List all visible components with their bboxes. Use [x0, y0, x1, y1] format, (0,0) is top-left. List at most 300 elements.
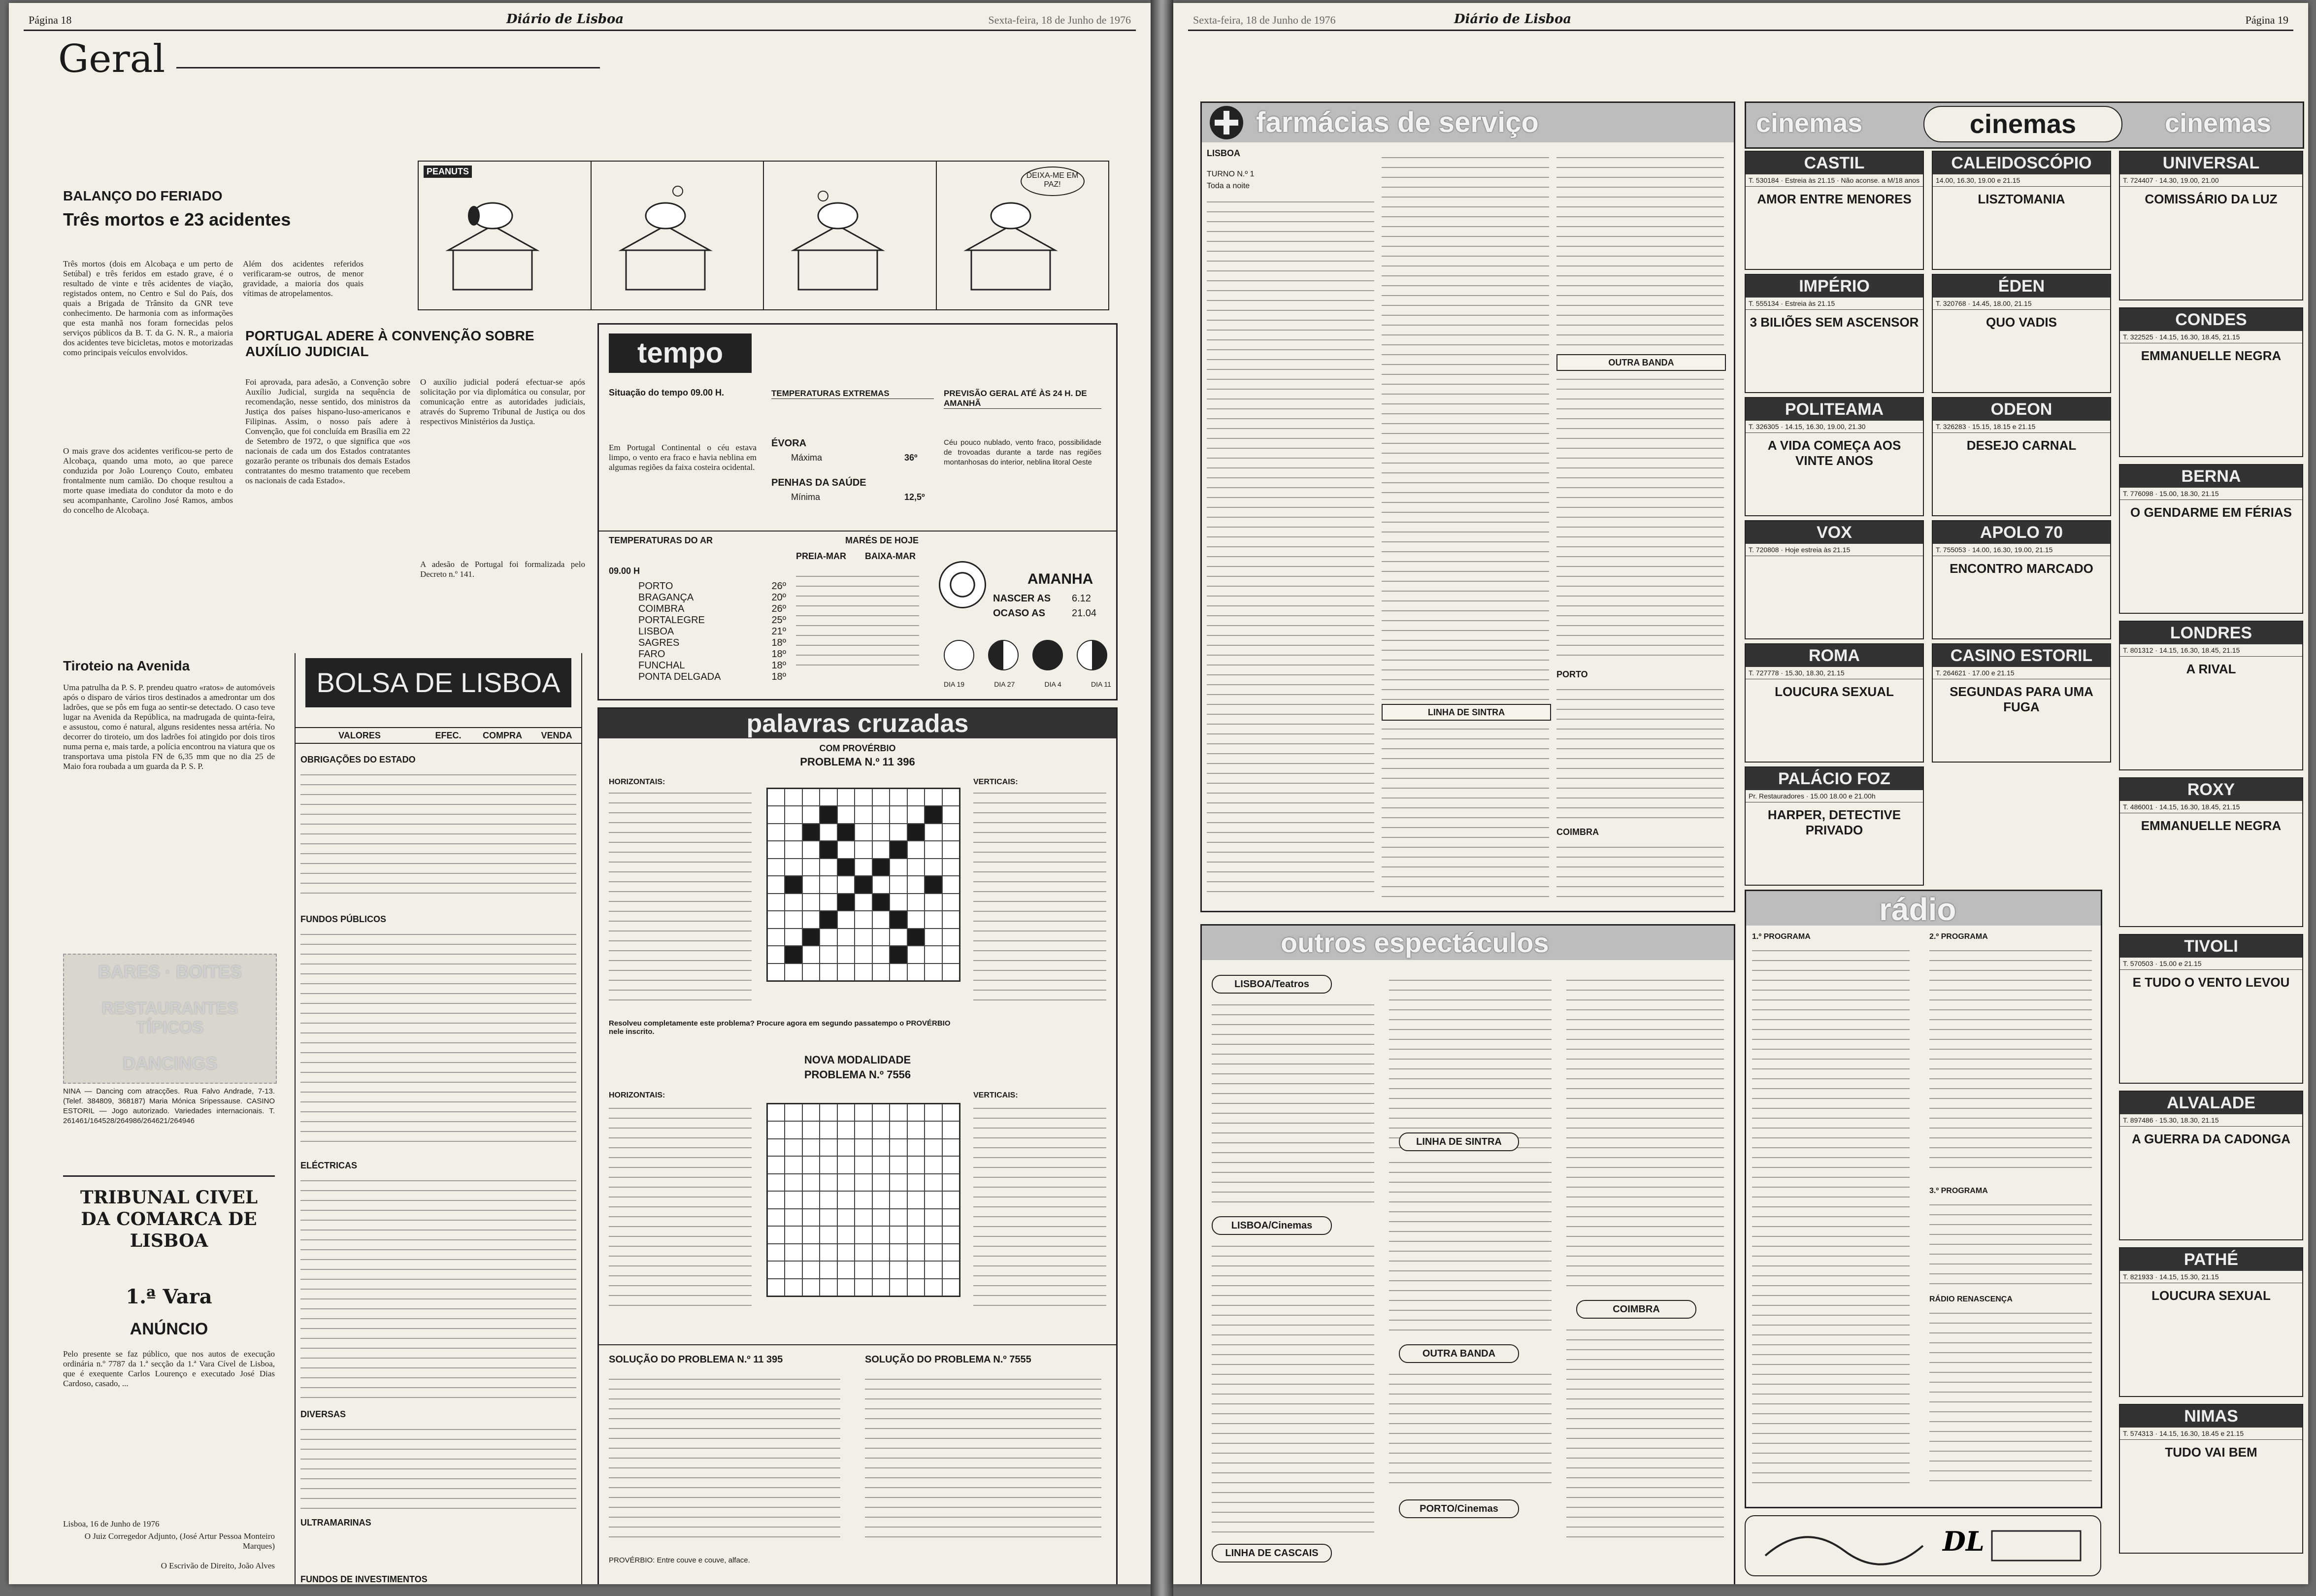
crossword-cell[interactable] [802, 806, 820, 823]
cinema-name: TIVOLI [2120, 935, 2302, 958]
crossword-cell[interactable] [837, 806, 855, 823]
crossword-cell[interactable] [767, 929, 785, 946]
crossword-cell[interactable] [855, 964, 872, 981]
crossword-cell[interactable] [785, 1226, 802, 1243]
crossword-cell[interactable] [767, 1261, 785, 1278]
crossword-cell[interactable] [837, 1261, 855, 1278]
crossword-cell[interactable] [820, 859, 837, 876]
city-name: PONTA DELGADA [638, 671, 721, 682]
crossword-cell[interactable] [942, 894, 959, 911]
crossword-cell[interactable] [785, 964, 802, 981]
crossword-cell[interactable] [872, 789, 890, 806]
crossword-cell[interactable] [907, 789, 925, 806]
crossword-cell[interactable] [890, 1209, 907, 1226]
crossword-cell[interactable] [907, 894, 925, 911]
crossword-cell[interactable] [767, 1226, 785, 1243]
crossword-cell[interactable] [907, 946, 925, 963]
crossword-cell[interactable] [907, 1209, 925, 1226]
crossword-cell[interactable] [820, 946, 837, 963]
crossword-cell[interactable] [802, 946, 820, 963]
crossword-cell[interactable] [855, 1104, 872, 1121]
crossword-cell[interactable] [785, 824, 802, 841]
crossword-cell[interactable] [785, 894, 802, 911]
crossword-cell[interactable] [820, 1261, 837, 1278]
crossword-cell[interactable] [785, 1191, 802, 1208]
crossword-cell[interactable] [767, 894, 785, 911]
crossword-cell[interactable] [802, 1121, 820, 1138]
crossword-cell[interactable] [837, 859, 855, 876]
crossword-cell[interactable] [802, 859, 820, 876]
crossword-cell[interactable] [837, 876, 855, 893]
crossword-cell[interactable] [942, 1121, 959, 1138]
crossword-cell[interactable] [785, 911, 802, 928]
crossword-cell[interactable] [802, 841, 820, 858]
bolsa-box [295, 653, 582, 1584]
verticais-clues-2 [973, 1103, 1106, 1310]
crossword-cell[interactable] [942, 1261, 959, 1278]
crossword-cell[interactable] [767, 1174, 785, 1191]
crossword-cell[interactable] [820, 789, 837, 806]
crossword-cell[interactable] [872, 1174, 890, 1191]
crossword-cell[interactable] [890, 1191, 907, 1208]
crossword-cell[interactable] [837, 1279, 855, 1296]
crossword-cell[interactable] [907, 841, 925, 858]
crossword-cell[interactable] [837, 1226, 855, 1243]
crossword-cell[interactable] [872, 1226, 890, 1243]
crossword-cell[interactable] [925, 1279, 942, 1296]
crossword-cell[interactable] [837, 1121, 855, 1138]
crossword-cell[interactable] [942, 841, 959, 858]
crossword-cell[interactable] [802, 1279, 820, 1296]
crossword-cell[interactable] [942, 1244, 959, 1261]
bolsa-rows [300, 769, 576, 902]
crossword-cell[interactable] [942, 1209, 959, 1226]
crossword-cell[interactable] [942, 911, 959, 928]
crossword-cell[interactable] [802, 964, 820, 981]
crossword-cell[interactable] [942, 1279, 959, 1296]
crossword-cell[interactable] [925, 841, 942, 858]
crossword-cell[interactable] [785, 806, 802, 823]
moon-day: DIA 19 [944, 680, 965, 688]
radio-box [1745, 890, 2102, 1508]
crossword-cell[interactable] [802, 1244, 820, 1261]
tempo-maxima-val: 36º [904, 453, 918, 463]
crossword-cell[interactable] [942, 806, 959, 823]
crossword-cell[interactable] [837, 1156, 855, 1173]
crossword-cell[interactable] [907, 1279, 925, 1296]
crossword-cell[interactable] [820, 929, 837, 946]
crossword-cell[interactable] [890, 1244, 907, 1261]
cinema-name: CASTIL [1746, 152, 1923, 174]
tempo-evora: ÉVORA [771, 438, 807, 449]
crossword-cell[interactable] [767, 789, 785, 806]
crossword-cell[interactable] [837, 1244, 855, 1261]
crossword-cell[interactable] [802, 1104, 820, 1121]
crossword-cell[interactable] [942, 1191, 959, 1208]
film-title: A VIDA COMEÇA AOS VINTE ANOS [1767, 438, 1901, 468]
crossword-cell[interactable] [837, 929, 855, 946]
crossword-grid-1[interactable] [766, 788, 960, 982]
outros-linha-sintra: LINHA DE SINTRA [1399, 1132, 1519, 1151]
crossword-cell[interactable] [785, 929, 802, 946]
crossword-cell[interactable] [890, 806, 907, 823]
crossword-grid-2[interactable] [766, 1103, 960, 1297]
crossword-cell[interactable] [942, 789, 959, 806]
cinema-info: T. 776098 · 15.00, 18.30, 21.15 [2120, 488, 2302, 500]
crossword-cell[interactable] [820, 1121, 837, 1138]
crossword-cell[interactable] [872, 1261, 890, 1278]
crossword-cell[interactable] [907, 1191, 925, 1208]
crossword-cell[interactable] [855, 1191, 872, 1208]
crossword-cell[interactable] [855, 789, 872, 806]
crossword-cell[interactable] [767, 1121, 785, 1138]
crossword-cell[interactable] [837, 789, 855, 806]
crossword-cell[interactable] [767, 859, 785, 876]
crossword-cell[interactable] [890, 929, 907, 946]
crossword-cell[interactable] [837, 1139, 855, 1156]
crossword-cell[interactable] [802, 929, 820, 946]
crossword-cell[interactable] [767, 1191, 785, 1208]
crossword-cell[interactable] [785, 1121, 802, 1138]
crossword-cell[interactable] [890, 1139, 907, 1156]
crossword-cell[interactable] [820, 1139, 837, 1156]
crossword-cell[interactable] [907, 1104, 925, 1121]
crossword-cell[interactable] [820, 964, 837, 981]
crossword-cell[interactable] [925, 1104, 942, 1121]
crossword-cell[interactable] [785, 1209, 802, 1226]
crossword-cell[interactable] [872, 1156, 890, 1173]
crossword-cell[interactable] [820, 1191, 837, 1208]
crossword-cell[interactable] [925, 859, 942, 876]
crossword-cell[interactable] [785, 1156, 802, 1173]
crossword-cell[interactable] [767, 1156, 785, 1173]
crossword-cell[interactable] [820, 841, 837, 858]
crossword-cell[interactable] [785, 859, 802, 876]
crossword-cell[interactable] [925, 1174, 942, 1191]
crossword-cell[interactable] [925, 1244, 942, 1261]
farmacias-col-1 [1207, 197, 1374, 901]
crossword-cell[interactable] [855, 1174, 872, 1191]
crossword-cell[interactable] [925, 876, 942, 893]
crossword-cell[interactable] [925, 1121, 942, 1138]
crossword-cell[interactable] [942, 929, 959, 946]
crossword-cell[interactable] [890, 1279, 907, 1296]
crossword-cell[interactable] [855, 806, 872, 823]
crossword-cell[interactable] [802, 1191, 820, 1208]
crossword-cell[interactable] [767, 1209, 785, 1226]
cinema-info: T. 530184 · Estreia às 21.15 · Não aconse. a M/18 anos [1746, 174, 1923, 187]
crossword-cell[interactable] [820, 1104, 837, 1121]
crossword-cell[interactable] [785, 841, 802, 858]
crossword-cell[interactable] [872, 1121, 890, 1138]
crossword-cell[interactable] [767, 1279, 785, 1296]
crossword-cell[interactable] [785, 876, 802, 893]
crossword-cell[interactable] [837, 1104, 855, 1121]
radio-title: rádio [1879, 892, 1956, 927]
crossword-cell[interactable] [872, 876, 890, 893]
crossword-cell[interactable] [872, 911, 890, 928]
snoopy-drawing-3 [764, 162, 931, 304]
crossword-cell[interactable] [785, 1279, 802, 1296]
city-row [638, 649, 786, 660]
crossword-cell[interactable] [855, 859, 872, 876]
crossword-cell[interactable] [872, 824, 890, 841]
crossword-cell[interactable] [820, 806, 837, 823]
crossword-cell[interactable] [767, 1244, 785, 1261]
tribunal-box [63, 1175, 275, 1584]
crossword-cell[interactable] [925, 1156, 942, 1173]
crossword-cell[interactable] [907, 859, 925, 876]
comic-panel-1 [419, 162, 592, 309]
city-name: LISBOA [638, 626, 674, 637]
crossword-cell[interactable] [855, 1261, 872, 1278]
crossword-cell[interactable] [785, 946, 802, 963]
crossword-cell[interactable] [855, 1209, 872, 1226]
crossword-cell[interactable] [872, 1244, 890, 1261]
crossword-cell[interactable] [872, 929, 890, 946]
film-title: A GUERRA DA CADONGA [2131, 1131, 2291, 1146]
crossword-cell[interactable] [872, 1139, 890, 1156]
crossword-cell[interactable] [925, 964, 942, 981]
crossword-cell[interactable] [802, 1209, 820, 1226]
crossword-cell[interactable] [925, 1209, 942, 1226]
cinema-listing [1745, 643, 1924, 763]
crossword-cell[interactable] [802, 1156, 820, 1173]
crossword-cell[interactable] [872, 841, 890, 858]
crossword-cell[interactable] [942, 964, 959, 981]
crossword-cell[interactable] [872, 1191, 890, 1208]
crossword-cell[interactable] [890, 1104, 907, 1121]
crossword-cell[interactable] [872, 859, 890, 876]
crossword-cell[interactable] [837, 911, 855, 928]
crossword-cell[interactable] [942, 1156, 959, 1173]
city-temp: 26º [771, 603, 786, 614]
film-title [1746, 556, 1923, 563]
crossword-cell[interactable] [890, 876, 907, 893]
cinema-name: ROMA [1746, 644, 1923, 667]
outros-lisboa-teatros: LISBOA/Teatros [1212, 975, 1332, 994]
crossword-cell[interactable] [890, 894, 907, 911]
film-title: E TUDO O VENTO LEVOU [2132, 975, 2290, 990]
crossword-cell[interactable] [820, 1174, 837, 1191]
crossword-cell[interactable] [907, 1226, 925, 1243]
crossword-cell[interactable] [855, 929, 872, 946]
crossword-cell[interactable] [820, 1279, 837, 1296]
bolsa-title: BOLSA DE LISBOA [305, 658, 571, 707]
moon-phase-icon [944, 640, 974, 670]
crossword-cell[interactable] [942, 1226, 959, 1243]
crossword-cell[interactable] [802, 1174, 820, 1191]
crossword-cell[interactable] [907, 1121, 925, 1138]
crossword-cell[interactable] [802, 1139, 820, 1156]
crossword-cell[interactable] [820, 894, 837, 911]
crossword-cell[interactable] [872, 806, 890, 823]
crossword-cell[interactable] [785, 1261, 802, 1278]
crossword-cell[interactable] [820, 911, 837, 928]
crossword-cell[interactable] [855, 824, 872, 841]
crossword-cell[interactable] [855, 1244, 872, 1261]
crossword-cell[interactable] [785, 1104, 802, 1121]
crossword-cell[interactable] [802, 894, 820, 911]
crossword-cell[interactable] [925, 911, 942, 928]
crossword-cell[interactable] [855, 1279, 872, 1296]
crossword-cell[interactable] [925, 1261, 942, 1278]
cinema-info: T. 326283 · 15.15, 18.15 e 21.15 [1933, 421, 2110, 433]
crossword-cell[interactable] [907, 1156, 925, 1173]
crossword-cell[interactable] [942, 1174, 959, 1191]
crossword-cell[interactable] [837, 964, 855, 981]
crossword-cell[interactable] [942, 876, 959, 893]
crossword-cell[interactable] [942, 859, 959, 876]
crossword-cell[interactable] [942, 946, 959, 963]
crossword-cell[interactable] [837, 1174, 855, 1191]
outros-title: outros espectáculos [1281, 927, 1549, 958]
crossword-cell[interactable] [820, 1156, 837, 1173]
film-title: LOUCURA SEXUAL [1775, 684, 1894, 699]
crossword-cell[interactable] [890, 824, 907, 841]
crossword-cell[interactable] [820, 824, 837, 841]
farmacias-col-3b [1556, 374, 1724, 660]
crossword-cell[interactable] [767, 841, 785, 858]
crossword-cell[interactable] [907, 806, 925, 823]
radio-programa-1: 1.º PROGRAMA [1752, 932, 1811, 941]
crossword-cell[interactable] [855, 1139, 872, 1156]
crossword-cell[interactable] [767, 911, 785, 928]
crossword-cell[interactable] [907, 929, 925, 946]
crossword-cell[interactable] [767, 964, 785, 981]
crossword-cell[interactable] [890, 1156, 907, 1173]
cinema-name: ODEON [1933, 398, 2110, 421]
crossword-cell[interactable] [925, 946, 942, 963]
outros-cinemas-list [1212, 1241, 1374, 1536]
crossword-cell[interactable] [907, 964, 925, 981]
crossword-cell[interactable] [907, 1261, 925, 1278]
crossword-cell[interactable] [785, 1139, 802, 1156]
crossword-cell[interactable] [890, 789, 907, 806]
crossword-cell[interactable] [820, 876, 837, 893]
cinema-info: T. 570503 · 15.00 e 21.15 [2120, 958, 2302, 970]
crossword-cell[interactable] [890, 859, 907, 876]
city-name: PORTALEGRE [638, 615, 705, 626]
crossword-cell[interactable] [872, 1104, 890, 1121]
crossword-cell[interactable] [837, 894, 855, 911]
crossword-cell[interactable] [855, 911, 872, 928]
crossword-cell[interactable] [925, 789, 942, 806]
crossword-cell[interactable] [855, 841, 872, 858]
crossword-cell[interactable] [837, 1209, 855, 1226]
crossword-cell[interactable] [802, 1226, 820, 1243]
crossword-cell[interactable] [802, 876, 820, 893]
cinema-listing [1745, 274, 1924, 393]
crossword-cell[interactable] [907, 1244, 925, 1261]
crossword-cell[interactable] [890, 1226, 907, 1243]
crossword-cell[interactable] [802, 1261, 820, 1278]
crossword-cell[interactable] [872, 964, 890, 981]
crossword-cell[interactable] [767, 1104, 785, 1121]
crossword-cell[interactable] [802, 911, 820, 928]
crossword-cell[interactable] [820, 1244, 837, 1261]
crossword-cell[interactable] [855, 946, 872, 963]
cinema-name: ROXY [2120, 778, 2302, 801]
tempo-situacao-label: Situação do tempo 09.00 H. [609, 388, 725, 398]
crossword-cell[interactable] [890, 964, 907, 981]
crossword-cell[interactable] [872, 1279, 890, 1296]
crossword-cell[interactable] [767, 876, 785, 893]
crossword-cell[interactable] [872, 946, 890, 963]
crossword-cell[interactable] [855, 1121, 872, 1138]
cinema-name: CASINO ESTORIL [1933, 644, 2110, 667]
crossword-cell[interactable] [855, 1156, 872, 1173]
tribunal-vara: 1.ª Vara [126, 1285, 212, 1308]
crossword-cell[interactable] [767, 806, 785, 823]
crossword-cell[interactable] [925, 929, 942, 946]
nova-modalidade: NOVA MODALIDADE [804, 1054, 911, 1066]
crossword-cell[interactable] [785, 1244, 802, 1261]
cinema-info: T. 897486 · 15.30, 18.30, 21.15 [2120, 1114, 2302, 1127]
crossword-cell[interactable] [925, 1226, 942, 1243]
crossword-cell[interactable] [855, 894, 872, 911]
crossword-cell[interactable] [785, 789, 802, 806]
cinema-listing [2119, 934, 2303, 1084]
crossword-cell[interactable] [925, 1139, 942, 1156]
crossword-cell[interactable] [942, 824, 959, 841]
crossword-cell[interactable] [890, 911, 907, 928]
outros-teatros-list [1212, 999, 1374, 1206]
crossword-cell[interactable] [907, 824, 925, 841]
crossword-cell[interactable] [925, 824, 942, 841]
crossword-cell[interactable] [890, 946, 907, 963]
crossword-cell[interactable] [907, 911, 925, 928]
crossword-cell[interactable] [785, 1174, 802, 1191]
crossword-cell[interactable] [890, 1261, 907, 1278]
horizontais-clues-2 [609, 1103, 752, 1310]
tribunal-escrivao: O Escrivão de Direito, João Alves [161, 1561, 275, 1570]
crossword-cell[interactable] [890, 841, 907, 858]
crossword-cell[interactable] [837, 824, 855, 841]
crossword-cell[interactable] [855, 876, 872, 893]
crossword-cell[interactable] [925, 894, 942, 911]
crossword-cell[interactable] [907, 1174, 925, 1191]
dl-logo-icon [1746, 1516, 2098, 1573]
crossword-cell[interactable] [855, 1226, 872, 1243]
crossword-cell[interactable] [820, 1226, 837, 1243]
cinema-listing [2119, 1247, 2303, 1397]
crossword-cell[interactable] [767, 946, 785, 963]
crossword-cell[interactable] [925, 806, 942, 823]
crossword-cell[interactable] [837, 1191, 855, 1208]
crossword-cell[interactable] [767, 1139, 785, 1156]
crossword-cell[interactable] [907, 876, 925, 893]
cinema-listing [1745, 397, 1924, 516]
crossword-cell[interactable] [872, 1209, 890, 1226]
crossword-cell[interactable] [820, 1209, 837, 1226]
crossword-cell[interactable] [925, 1191, 942, 1208]
crossword-cell[interactable] [837, 946, 855, 963]
crossword-cell[interactable] [872, 894, 890, 911]
crossword-cell[interactable] [802, 824, 820, 841]
crossword-cell[interactable] [802, 789, 820, 806]
crossword-cell[interactable] [942, 1139, 959, 1156]
verticais-label: VERTICAIS: [973, 778, 1018, 786]
crossword-cell[interactable] [942, 1104, 959, 1121]
crossword-cell[interactable] [767, 824, 785, 841]
farmacias-outra-banda: OUTRA BANDA [1556, 354, 1726, 371]
cinema-listing [2119, 1404, 2303, 1554]
crossword-cell[interactable] [890, 1174, 907, 1191]
crossword-cell[interactable] [907, 1139, 925, 1156]
crossword-cell[interactable] [890, 1121, 907, 1138]
crossword-cell[interactable] [837, 841, 855, 858]
